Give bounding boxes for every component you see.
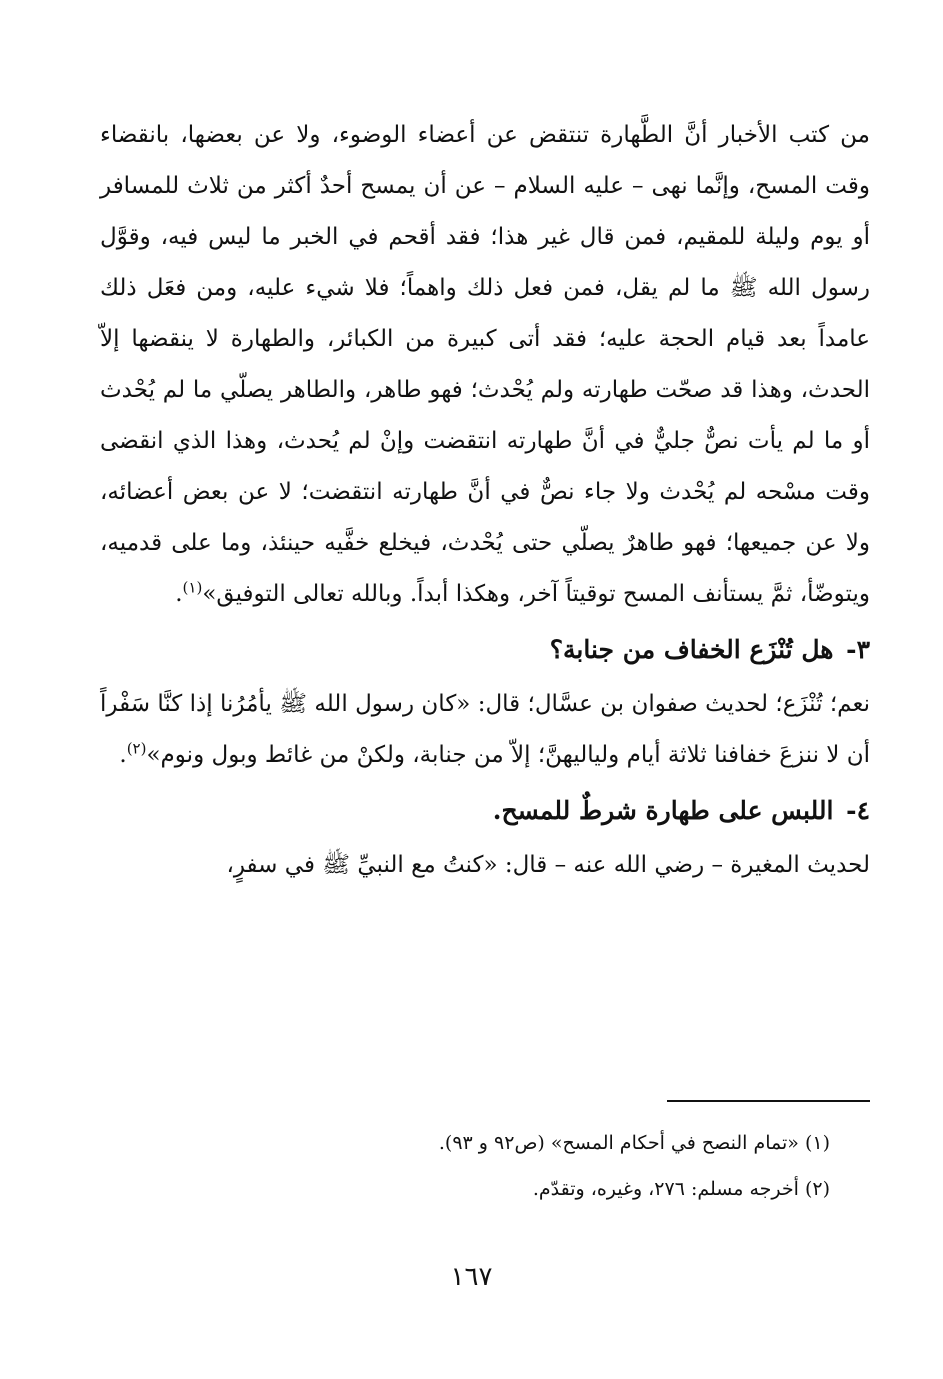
paragraph-janaba xyxy=(100,679,870,781)
heading-text: هل تُنْزَع الخفاف من جنابة؟ xyxy=(549,635,834,664)
page-number: ١٦٧ xyxy=(450,1262,493,1292)
paragraph-text: من كتب الأخبار أنَّ الطَّهارة تنتقض عن أعضاء الوضوء، ولا عن بعضها، بانقضاء وقت المسح، وإنَّما نهى – عليه السلام – عن أن يمسح أحدٌ أكثر من ثلاث للمسافر أو يوم وليلة للمقيم، فمن قال غير هذا؛ فقد أقحم في الخبر ما ليس فيه، وقوَّل رسول الله ﷺ ما لم يقل، فمن فعل ذلك واهماً؛ فلا شيء عليه، ومن فعَل ذلك عامداً بعد قيام الحجة عليه؛ فقد أتى كبيرة من الكبائر، والطهارة لا ينقضها إلاّ الحدث، وهذا قد صحّت طهارته ولم يُحْدث؛ فهو طاهر، والطاهر يصلّي ما لم يُحْدث أو ما لم يأت نصٌّ جليٌّ في أنَّ طهارته انتقضت وإنْ لم يُحدث، وهذا الذي انقضى وقت مسْحه لم يُحْدث ولا جاء نصٌّ في أنَّ طهارته انتقضت؛ لا عن بعض أعضائه، ولا عن جميعها؛ فهو طاهرٌ يصلّي حتى يُحْدث، فيخلع خفَّيه حينئذ، وما على قدميه، ويتوضّأ، ثمَّ يستأنف المسح توقيتاً آخر، وهكذا أبداً. وبالله تعالى التوفيق» xyxy=(100,122,870,607)
paragraph-end: . xyxy=(175,581,183,607)
paragraph-mash-expiry xyxy=(100,110,870,620)
main-text xyxy=(100,110,870,891)
section-heading-3 xyxy=(100,624,870,675)
heading-number: ٤- xyxy=(846,796,870,825)
footnote-marker-1: (١) xyxy=(182,578,203,597)
paragraph-end: . xyxy=(119,742,127,768)
footnote-marker-2: (٢) xyxy=(126,739,147,758)
section-heading-4 xyxy=(100,785,870,836)
heading-text: اللبس على طهارة شرطٌ للمسح. xyxy=(492,796,834,825)
footnotes xyxy=(100,1120,830,1212)
footnote-2: (٢) أخرجه مسلم: ٢٧٦، وغيره، وتقدّم. xyxy=(532,1178,830,1200)
footnote-1: (١) «تمام النصح في أحكام المسح» (ص٩٢ و ٩٣). xyxy=(438,1132,830,1154)
footnote-divider xyxy=(667,1100,870,1102)
paragraph-text: لحديث المغيرة – رضي الله عنه – قال: «كنتُ مع النبيِّ ﷺ في سفرٍ، xyxy=(226,852,870,878)
paragraph-mughira xyxy=(100,840,870,891)
heading-number: ٣- xyxy=(846,635,870,664)
paragraph-text: نعم؛ تُنْزَع؛ لحديث صفوان بن عسَّال؛ قال: «كان رسول الله ﷺ يأمُرُنا إذا كنَّا سَفْراً أن لا ننزعَ خفافنا ثلاثة أيام ولياليهنَّ؛ إلاّ من جنابة، ولكنْ من غائط وبول ونوم» xyxy=(100,691,870,768)
